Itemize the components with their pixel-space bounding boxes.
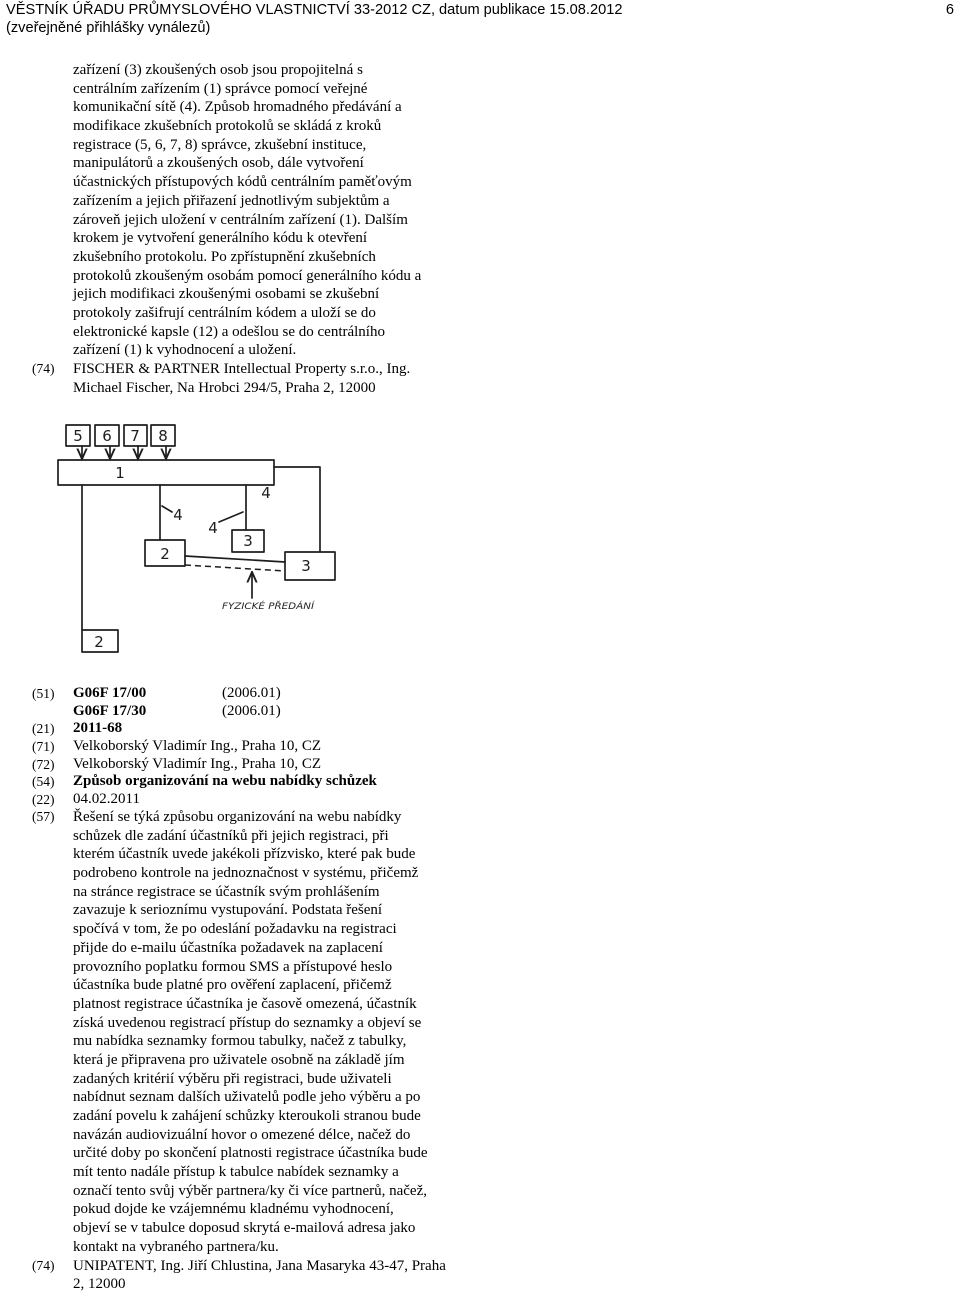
agent-line: 2, 12000	[73, 1276, 126, 1293]
abstract-line: podrobeno kontrole na jednoznačnost v systému, přičemž	[73, 865, 419, 882]
continued-abstract-line: registrace (5, 6, 7, 8) správce, zkušební instituce,	[73, 136, 367, 153]
abstract-line: účastníka bude platné pro ověření zaplacení, přičemž	[73, 977, 392, 994]
inid-code-22: (22)	[32, 792, 55, 808]
box-3-right-label: 3	[301, 557, 311, 575]
continued-abstract-line: centrálním zařízením (1) správce pomocí veřejné	[73, 80, 368, 97]
page-number: 6	[945, 2, 954, 18]
classification-row	[0, 703, 520, 721]
box-7-label: 7	[130, 427, 140, 445]
abstract-line: nabídnut seznam dalších uživatelů podle jeho výběru a po	[73, 1089, 421, 1106]
inventor: Velkoborský Vladimír Ing., Praha 10, CZ	[73, 755, 322, 772]
box-3-middle-label: 3	[243, 532, 253, 550]
abstract-line: zavazuje k serioznímu vystupování. Podstata řešení	[73, 902, 383, 919]
abstract-line: objeví se v tabulce doposud skrytá e-mailová adresa jako	[73, 1220, 416, 1237]
box-2-bottom-label: 2	[94, 633, 104, 651]
abstract-line: zadání povelu k zahájení schůzky kteroukoli stranou bude	[73, 1108, 421, 1124]
continued-abstract-line: účastnických přístupových kódů centrálním paměťovým	[73, 174, 412, 191]
abstract-line: spočívá v tom, že po odeslání požadavku na registraci	[73, 921, 397, 938]
ipc-class: G06F 17/30	[73, 702, 147, 719]
inid-code-57: (57)	[32, 809, 55, 824]
abstract-line: pokud dojde ke vzájemnému kladnému vyhodnocení,	[73, 1201, 394, 1218]
abstract-line: určité doby po skončení platnosti registrace účastníka bude	[73, 1145, 428, 1162]
continued-abstract-line: protokoly zašifrují centrálním kódem a uloží se do	[73, 304, 376, 321]
agent-line: FISCHER & PARTNER Intellectual Property s.r.o., Ing.	[73, 361, 411, 377]
agent-row	[0, 1257, 520, 1276]
abstract-line: navázán audiovizuální hovor o omezené délce, načež do	[73, 1126, 411, 1143]
abstract-line: přijde do e-mailu účastníka požadavek na zaplacení	[73, 939, 383, 956]
inid-code-72: (72)	[32, 756, 55, 772]
link-4-left-label: 4	[173, 506, 183, 524]
continued-abstract-line: jejich modifikaci zkoušenými osobami se zkušební	[73, 286, 380, 303]
continued-abstract-line: zařízení (1) k vyhodnocení a uložení.	[73, 342, 297, 359]
link-4-right-label: 4	[261, 484, 271, 502]
agent-line: Michael Fischer, Na Hrobci 294/5, Praha 2, 12000	[73, 379, 376, 396]
applicant: Velkoborský Vladimír Ing., Praha 10, CZ	[73, 738, 322, 755]
abstract-line: mu nabídka seznamky formou tabulky, načež z tabulky,	[73, 1033, 407, 1050]
agent-row	[0, 360, 520, 379]
link-4-left-leader	[162, 506, 172, 512]
continued-abstract-line: elektronické kapsle (12) a odešlou se do centrálního	[73, 323, 385, 340]
continued-abstract-line: krokem je vytvoření generálního kódu k otevření	[73, 230, 368, 247]
box-1-frame	[58, 460, 274, 485]
application-number: 2011-68	[73, 720, 123, 737]
filing-date-row	[0, 791, 520, 809]
continued-abstract-line: komunikační sítě (4). Způsob hromadného předávání a	[73, 99, 402, 116]
link-4-right-line	[274, 467, 320, 552]
abstract-line: označí tento svůj výběr partnera/ky či více partnerů, načež,	[73, 1182, 428, 1199]
continued-abstract-line: zařízením a jejich přiřazení jednotlivým subjektům a	[73, 192, 390, 209]
link-4-middle-label: 4	[208, 519, 218, 537]
box-2-middle-label: 2	[160, 545, 170, 563]
link-4-middle-leader	[219, 512, 243, 522]
filing-date: 04.02.2011	[73, 791, 140, 808]
box-6-label: 6	[102, 427, 112, 445]
box-8-label: 8	[158, 427, 168, 445]
abstract-line: provozního poplatku formou SMS a přístupové heslo	[73, 958, 393, 975]
continued-abstract-line: zařízení (3) zkoušených osob jsou propojitelná s	[73, 62, 363, 78]
inid-code-74: (74)	[32, 1257, 55, 1273]
abstract-line	[0, 808, 520, 827]
inid-code-21: (21)	[32, 721, 55, 737]
abstract-line: kterém účastník uvede jakékoli přízvisko, které pak bude	[73, 846, 416, 863]
abstract-line: kontakt na vybraného partnera/ku.	[73, 1238, 279, 1255]
abstract-line: na stránce registrace se účastník svým prohlášením	[73, 883, 380, 900]
inid-code-51: (51)	[32, 686, 55, 701]
ipc-class: G06F 17/00	[73, 685, 147, 701]
continued-abstract-line: protokolů zkoušeným osobám pomocí generálního kódu a	[73, 267, 422, 284]
ipc-version: (2006.01)	[222, 685, 281, 701]
previous-entry-tail	[0, 61, 520, 397]
continued-abstract-line: modifikace zkušebních protokolů se skládá z kroků	[73, 118, 382, 135]
abstract-text: Řešení se týká způsobu organizování na webu nabídky	[73, 809, 402, 825]
entry-abstract	[0, 808, 520, 1294]
abstract-line: získá uvedenou registrací přístup do seznamky a objeví se	[73, 1014, 422, 1031]
title-row	[0, 773, 520, 791]
bulletin-title: VĚSTNÍK ÚŘADU PRŮMYSLOVÉHO VLASTNICTVÍ 33-2012 CZ, datum publikace 15.08.2012	[6, 2, 623, 18]
physical-transfer-dashed-line	[185, 565, 285, 571]
box-5-label: 5	[73, 427, 83, 445]
figure-caption: FYZICKÉ PŘEDÁNÍ	[222, 602, 303, 612]
bulletin-section: (zveřejněné přihlášky vynálezů)	[6, 20, 211, 36]
abstract-line: zadaných kritérií výběru při registraci, bude uživateli	[73, 1070, 392, 1087]
application-number-row	[0, 720, 520, 738]
physical-transfer-line	[185, 556, 285, 562]
applicant-row	[0, 738, 520, 756]
continued-abstract-line: manipulátorů a zkoušených osob, dále vytvoření	[73, 155, 364, 172]
entry-bibliographic-data	[0, 685, 520, 809]
inventor-row	[0, 756, 520, 774]
agent-row	[0, 379, 520, 398]
invention-title: Způsob organizování na webu nabídky schůzek	[73, 773, 377, 790]
figure-sketch	[40, 410, 350, 660]
continued-abstract-line: zkušebního protokolu. Po zpřístupnění zkušebních	[73, 248, 376, 265]
agent-line: UNIPATENT, Ing. Jiří Chlustina, Jana Masaryka 43-47, Praha	[73, 1257, 446, 1274]
abstract-line: mít tento nadále přístup k tabulce nabídek seznamky a	[73, 1164, 399, 1181]
abstract-line: která je připravena pro uživatele osobně na základě jím	[73, 1051, 405, 1068]
classification-row	[0, 685, 520, 703]
abstract-line: schůzek dle zadání účastníků při jejich registraci, při	[73, 827, 389, 844]
abstract-line: platnost registrace účastníka je časově omezená, účastník	[73, 995, 417, 1012]
inid-code-54: (54)	[32, 774, 55, 790]
ipc-version: (2006.01)	[222, 702, 281, 719]
box-1-label: 1	[115, 464, 125, 482]
agent-row	[0, 1275, 520, 1294]
inid-code-74: (74)	[32, 361, 55, 376]
inid-code-71: (71)	[32, 739, 55, 755]
continued-abstract-line: zároveň jejich uložení v centrálním zařízení (1). Dalším	[73, 211, 408, 228]
